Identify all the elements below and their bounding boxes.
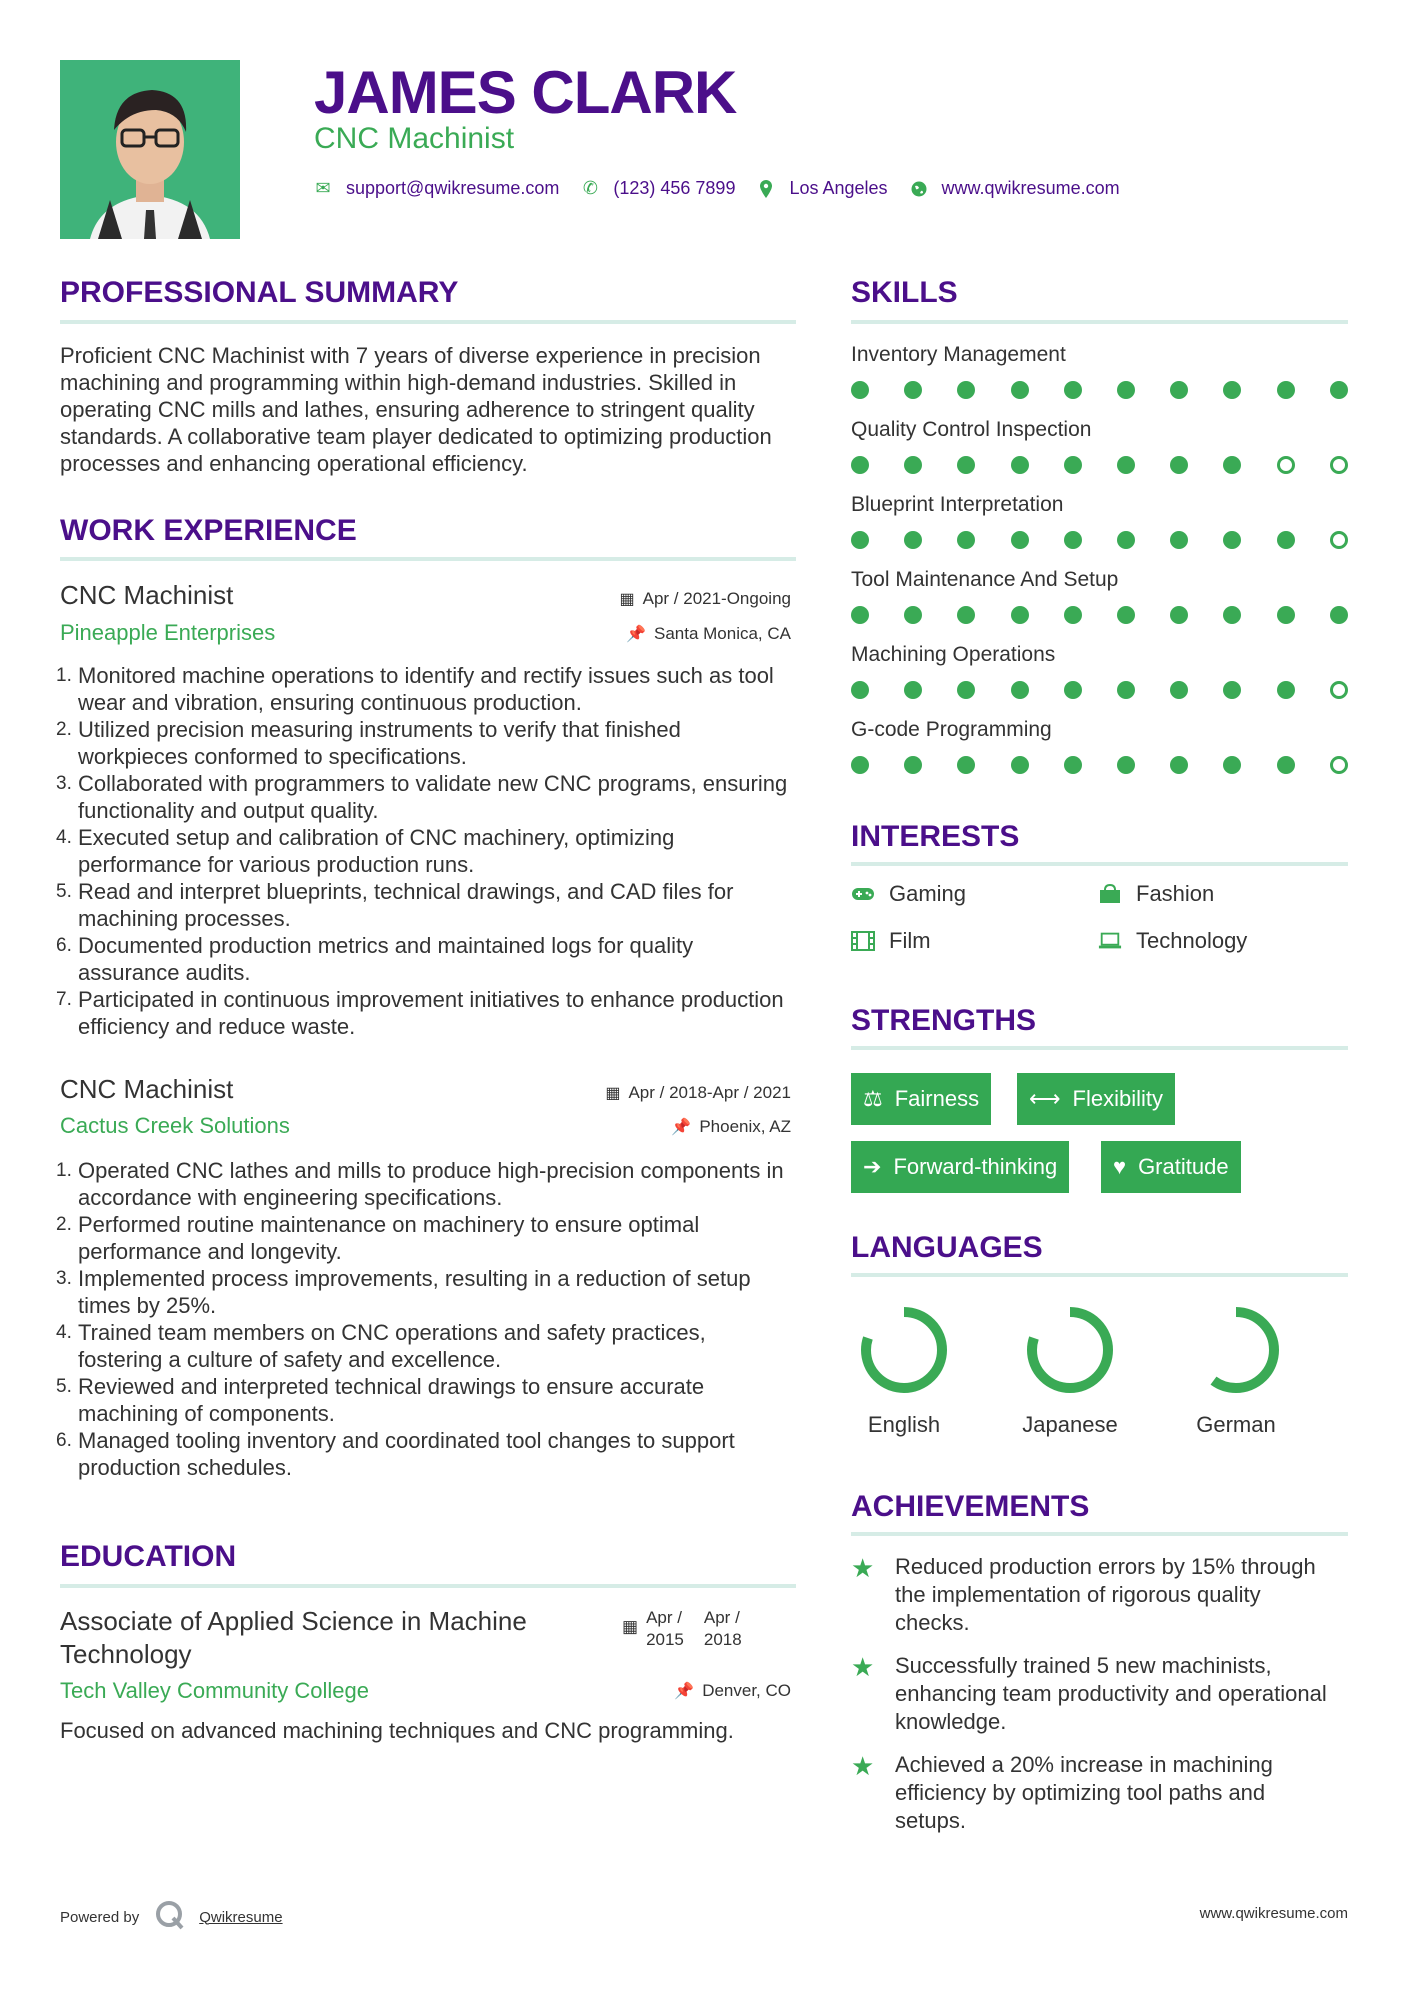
interest-technology — [1098, 928, 1247, 954]
job-2-dates — [605, 1083, 791, 1103]
education-location-text: Denver, CO — [702, 1681, 791, 1700]
skill-dot — [1223, 681, 1241, 699]
skill-dot — [1117, 756, 1135, 774]
skill-dot — [1064, 531, 1082, 549]
language-level-arc — [866, 1312, 942, 1388]
section-title-experience: WORK EXPERIENCE — [60, 514, 357, 547]
achievement-item — [851, 1652, 1331, 1736]
interest-gaming — [851, 881, 966, 907]
skill-dot — [904, 681, 922, 699]
skill-dot — [1170, 606, 1188, 624]
skill-dot — [957, 681, 975, 699]
candidate-title: CNC Machinist — [314, 122, 515, 155]
job-2-location — [671, 1117, 791, 1137]
arrow-right-icon: ➔ — [863, 1154, 882, 1179]
contact-website[interactable] — [910, 178, 1120, 199]
star-icon: ★ — [851, 1751, 875, 1781]
website-text[interactable]: www.qwikresume.com — [941, 178, 1120, 198]
footer-site[interactable]: www.qwikresume.com — [1199, 1905, 1348, 1922]
edu-end-year: 2018 — [703, 1630, 742, 1649]
skill-dot — [1011, 681, 1029, 699]
job-1-location-text: Santa Monica, CA — [653, 624, 791, 643]
globe-icon — [910, 181, 928, 197]
language-gauge — [1020, 1300, 1120, 1400]
profile-photo — [60, 60, 240, 239]
section-title-interests: INTERESTS — [851, 820, 1020, 853]
star-icon: ★ — [851, 1652, 875, 1682]
skill-dot — [957, 381, 975, 399]
laptop-icon — [1098, 932, 1122, 950]
interest-label: Gaming — [889, 881, 967, 906]
calendar-icon: ▦ — [605, 1085, 621, 1102]
skill-dot — [904, 606, 922, 624]
education-dates — [622, 1607, 742, 1651]
section-divider — [60, 1584, 796, 1588]
calendar-icon: ▦ — [622, 1617, 639, 1636]
achievement-item — [851, 1553, 1331, 1637]
list-item: 5. Read and interpret blueprints, technical drawings, and CAD files for machining processes. — [56, 879, 734, 931]
job-1-title: CNC Machinist — [60, 580, 234, 610]
qwikresume-link[interactable]: Qwikresume — [199, 1908, 283, 1926]
footer-powered-by — [60, 1900, 283, 1934]
list-item: 4. Trained team members on CNC operations and safety practices, fostering a culture of safety and excellence. — [56, 1320, 706, 1372]
skill-name: Blueprint Interpretation — [851, 493, 1064, 516]
skill-dot — [1064, 606, 1082, 624]
skill-dot — [904, 381, 922, 399]
skill-dot — [1064, 756, 1082, 774]
interest-label: Fashion — [1136, 881, 1215, 906]
language-gauge — [854, 1300, 954, 1400]
heart-icon: ♥ — [1113, 1154, 1127, 1179]
section-divider — [851, 862, 1348, 866]
skill-name: Machining Operations — [851, 643, 1056, 666]
education-degree: Associate of Applied Science in Machine Technology — [60, 1606, 527, 1669]
pushpin-icon: 📌 — [674, 1683, 695, 1700]
achievement-text: Successfully trained 5 new machinists, enhancing team productivity and operational knowledge. — [895, 1653, 1327, 1734]
skill-dot — [851, 531, 869, 549]
skill-dot — [957, 606, 975, 624]
job-1-location — [626, 624, 791, 644]
interest-label: Technology — [1136, 928, 1248, 953]
job-1-dates — [619, 589, 791, 609]
list-item: 3. Collaborated with programmers to validate new CNC programs, ensuring functionality and output quality. — [56, 771, 788, 823]
education-description: Focused on advanced machining techniques and CNC programming. — [60, 1718, 734, 1743]
skill-dot — [851, 381, 869, 399]
skill-name: Inventory Management — [851, 343, 1066, 366]
skill-rating — [851, 681, 1348, 699]
language-english — [844, 1300, 964, 1438]
skill-dot — [1330, 681, 1348, 699]
job-2-title: CNC Machinist — [60, 1074, 234, 1104]
achievement-text: Achieved a 20% increase in machining efficiency by optimizing tool paths and setups. — [895, 1752, 1273, 1833]
section-divider — [851, 1273, 1348, 1277]
skill-dot — [1170, 381, 1188, 399]
edu-end-month: Apr / — [703, 1608, 740, 1627]
skill-dot — [1117, 606, 1135, 624]
skill-dot — [1330, 381, 1348, 399]
skill-dot — [1117, 381, 1135, 399]
skill-dot — [904, 756, 922, 774]
avatar — [60, 60, 240, 239]
skill-dot — [957, 531, 975, 549]
pushpin-icon: 📌 — [671, 1119, 692, 1136]
list-item: 4. Executed setup and calibration of CNC machinery, optimizing performance for various production runs. — [56, 825, 675, 877]
skill-dot — [1330, 531, 1348, 549]
interest-film — [851, 928, 931, 954]
gamepad-icon — [851, 886, 875, 902]
shopping-bag-icon — [1098, 884, 1122, 904]
contact-location — [757, 178, 887, 199]
skill-rating — [851, 531, 1348, 549]
section-title-summary: PROFESSIONAL SUMMARY — [60, 276, 459, 309]
summary-text: Proficient CNC Machinist with 7 years of diverse experience in precision machining and programming within high-demand industries. Skilled in operating CNC mills and lathes, ensuring adherence to stringent quality standards. A collaborative team player dedicated to optimizing production processes and enhancing operational efficiency. — [60, 343, 772, 476]
education-location — [674, 1681, 791, 1701]
skill-dot — [957, 456, 975, 474]
skill-dot — [904, 531, 922, 549]
skill-dot — [1117, 531, 1135, 549]
skill-dot — [957, 756, 975, 774]
section-divider — [851, 320, 1348, 324]
skill-dot — [1223, 456, 1241, 474]
skill-dot — [904, 456, 922, 474]
pushpin-icon: 📌 — [626, 626, 646, 643]
job-2-company: Cactus Creek Solutions — [60, 1113, 290, 1138]
skill-rating — [851, 756, 1348, 774]
section-divider — [851, 1532, 1348, 1536]
skill-dot — [1011, 381, 1029, 399]
skill-dot — [1277, 456, 1295, 474]
edu-start-year: 2015 — [646, 1630, 684, 1649]
list-item: 5. Reviewed and interpreted technical drawings to ensure accurate machining of components. — [56, 1374, 705, 1426]
section-divider — [60, 320, 796, 324]
job-2-bullets — [56, 1157, 795, 1481]
powered-by-text: Powered by — [60, 1908, 140, 1926]
contact-email[interactable] — [314, 178, 559, 199]
skill-dot — [1330, 456, 1348, 474]
interest-fashion — [1098, 881, 1214, 907]
achievement-item — [851, 1751, 1331, 1835]
skill-dot — [1223, 756, 1241, 774]
language-japanese — [1010, 1300, 1130, 1438]
language-gauge — [1186, 1300, 1286, 1400]
strength-label: Forward-thinking — [893, 1154, 1058, 1179]
contact-phone[interactable] — [581, 178, 735, 199]
skill-dot — [1011, 606, 1029, 624]
achievement-text: Reduced production errors by 15% through the implementation of rigorous quality checks. — [895, 1554, 1316, 1635]
section-divider — [60, 557, 796, 561]
skill-dot — [1170, 456, 1188, 474]
strength-label: Gratitude — [1138, 1154, 1229, 1179]
list-item: 7. Participated in continuous improvement initiatives to enhance production efficiency and reduce waste. — [56, 987, 784, 1039]
list-item: 6. Documented production metrics and maintained logs for quality assurance audits. — [56, 933, 694, 985]
skill-dot — [1117, 456, 1135, 474]
skill-dot — [1330, 756, 1348, 774]
skill-dot — [1277, 681, 1295, 699]
map-pin-icon — [757, 180, 775, 198]
skill-dot — [1330, 606, 1348, 624]
envelope-icon: ✉ — [315, 178, 331, 198]
language-german — [1176, 1300, 1296, 1438]
skill-dot — [1170, 681, 1188, 699]
section-title-languages: LANGUAGES — [851, 1231, 1043, 1264]
candidate-name: JAMES CLARK — [314, 59, 737, 126]
interest-label: Film — [889, 928, 931, 953]
arrows-horizontal-icon: ⟷ — [1029, 1086, 1061, 1111]
language-level-arc — [1198, 1312, 1274, 1388]
contact-bar — [314, 178, 1142, 199]
skill-dot — [1223, 531, 1241, 549]
skill-dot — [1064, 381, 1082, 399]
section-title-strengths: STRENGTHS — [851, 1004, 1037, 1037]
skill-rating — [851, 456, 1348, 474]
skill-dot — [1277, 606, 1295, 624]
edu-start-month: Apr / — [646, 1608, 682, 1627]
skill-name: Quality Control Inspection — [851, 418, 1092, 441]
skill-dot — [1011, 756, 1029, 774]
list-item: 1. Operated CNC lathes and mills to produce high-precision components in accordance with engineering specifications. — [56, 1158, 784, 1210]
star-icon: ★ — [851, 1553, 875, 1583]
phone-text[interactable]: (123) 456 7899 — [613, 178, 736, 198]
skill-dot — [851, 756, 869, 774]
strength-label: Fairness — [894, 1086, 980, 1111]
skill-dot — [851, 681, 869, 699]
strength-flexibility — [1017, 1073, 1175, 1125]
strength-fairness — [851, 1073, 991, 1125]
skill-dot — [1011, 456, 1029, 474]
section-title-achievements: ACHIEVEMENTS — [851, 1490, 1090, 1523]
qwikresume-logo-icon — [155, 1900, 185, 1934]
skill-dot — [1223, 606, 1241, 624]
skill-rating — [851, 381, 1348, 399]
skill-dot — [1064, 456, 1082, 474]
job-2-location-text: Phoenix, AZ — [699, 1117, 791, 1136]
job-1-company: Pineapple Enterprises — [60, 620, 276, 645]
education-school: Tech Valley Community College — [60, 1678, 369, 1703]
language-name: English — [867, 1412, 941, 1437]
calendar-icon: ▦ — [619, 591, 635, 608]
strength-forward-thinking — [851, 1141, 1069, 1193]
skill-name: Tool Maintenance And Setup — [851, 568, 1119, 591]
skill-dot — [1277, 531, 1295, 549]
skill-dot — [1117, 681, 1135, 699]
skill-dot — [1170, 756, 1188, 774]
skill-dot — [1223, 381, 1241, 399]
skill-dot — [1064, 681, 1082, 699]
section-divider — [851, 1046, 1348, 1050]
language-name: Japanese — [1022, 1412, 1118, 1437]
language-name: German — [1196, 1412, 1276, 1437]
list-item: 2. Performed routine maintenance on machinery to ensure optimal performance and longevity. — [56, 1212, 700, 1264]
list-item: 3. Implemented process improvements, resulting in a reduction of setup times by 25%. — [56, 1266, 751, 1318]
job-2-dates-text: Apr / 2018-Apr / 2021 — [628, 1083, 791, 1102]
phone-icon: ✆ — [582, 178, 598, 198]
skill-rating — [851, 606, 1348, 624]
skill-name: G-code Programming — [851, 718, 1052, 741]
balance-scale-icon: ⚖ — [863, 1086, 883, 1111]
film-icon — [851, 931, 875, 951]
job-1-dates-text: Apr / 2021-Ongoing — [642, 589, 791, 608]
email-text[interactable]: support@qwikresume.com — [346, 178, 560, 198]
list-item: 6. Managed tooling inventory and coordinated tool changes to support production schedules. — [56, 1428, 735, 1480]
skill-dot — [1011, 531, 1029, 549]
strength-gratitude — [1101, 1141, 1241, 1193]
location-text: Los Angeles — [789, 178, 888, 198]
job-1-bullets — [56, 662, 795, 1040]
skill-dot — [851, 456, 869, 474]
skill-dot — [851, 606, 869, 624]
section-title-education: EDUCATION — [60, 1540, 237, 1573]
skill-dot — [1277, 756, 1295, 774]
strength-label: Flexibility — [1072, 1086, 1164, 1111]
skill-dot — [1277, 381, 1295, 399]
section-title-skills: SKILLS — [851, 276, 958, 309]
list-item: 1. Monitored machine operations to identify and rectify issues such as tool wear and vibration, ensuring continuous production. — [56, 663, 774, 715]
skill-dot — [1170, 531, 1188, 549]
list-item: 2. Utilized precision measuring instruments to verify that finished workpieces conformed to specifications. — [56, 717, 681, 769]
language-level-arc — [1032, 1312, 1108, 1388]
